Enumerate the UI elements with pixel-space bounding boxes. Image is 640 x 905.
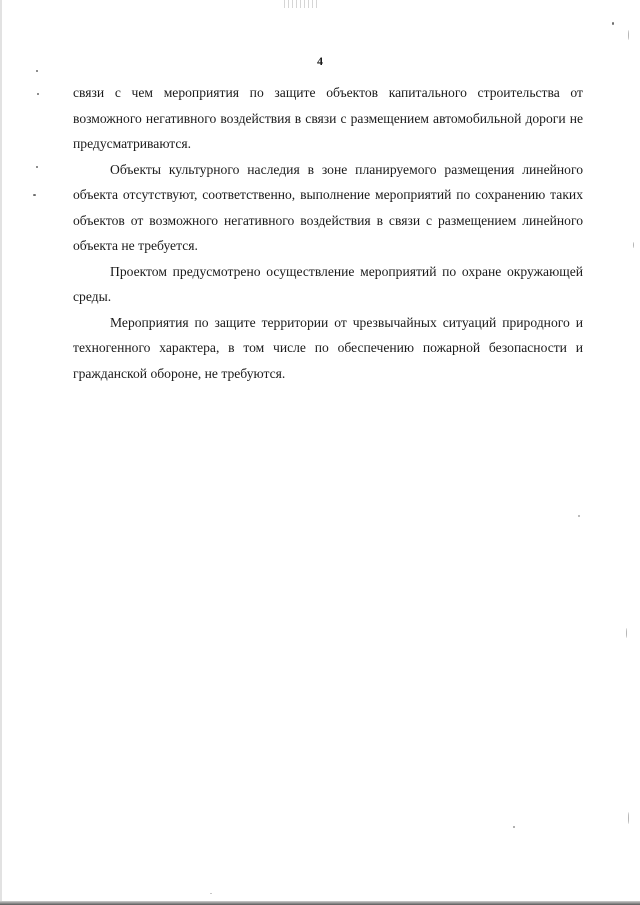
scan-speck bbox=[628, 812, 629, 824]
scan-speck bbox=[210, 893, 212, 894]
scan-speck bbox=[33, 194, 36, 196]
page-number: 4 bbox=[317, 54, 323, 68]
scan-speck bbox=[37, 93, 39, 95]
scan-bottom-edge bbox=[0, 901, 640, 905]
scan-speck bbox=[36, 166, 38, 168]
paragraph-emergency-measures: Мероприятия по защите территории от чрезвычайных ситуаций природного и техногенного характера, в том числе по обеспечению пожарной безопасности и гражданской обороне, не требуются. bbox=[73, 314, 583, 381]
paragraph-cultural-heritage: Объекты культурного наследия в зоне планируемого размещения линейного объекта отсутствуют, соответственно, выполнение мероприятий по сохранению таких объектов от возможного негативного воздействия в связи с размещением линейного объекта не требуется. bbox=[73, 161, 583, 253]
paragraph-continuation: связи с чем мероприятия по защите объектов капитального строительства от возможного негативного воздействия в связи с размещением автомобильной дороги не предусматриваются. bbox=[73, 85, 583, 151]
scan-top-smudge bbox=[284, 0, 320, 8]
document-body bbox=[73, 80, 583, 386]
scan-speck bbox=[633, 242, 634, 248]
scan-speck bbox=[612, 22, 614, 25]
scan-speck bbox=[626, 628, 627, 638]
paragraph-environment-protection: Проектом предусмотрено осуществление мероприятий по охране окружающей среды. bbox=[73, 263, 583, 304]
scan-left-edge bbox=[0, 0, 2, 905]
scan-speck bbox=[513, 826, 515, 828]
scan-speck bbox=[36, 70, 38, 72]
scan-speck bbox=[578, 515, 580, 517]
scan-speck bbox=[628, 30, 629, 40]
